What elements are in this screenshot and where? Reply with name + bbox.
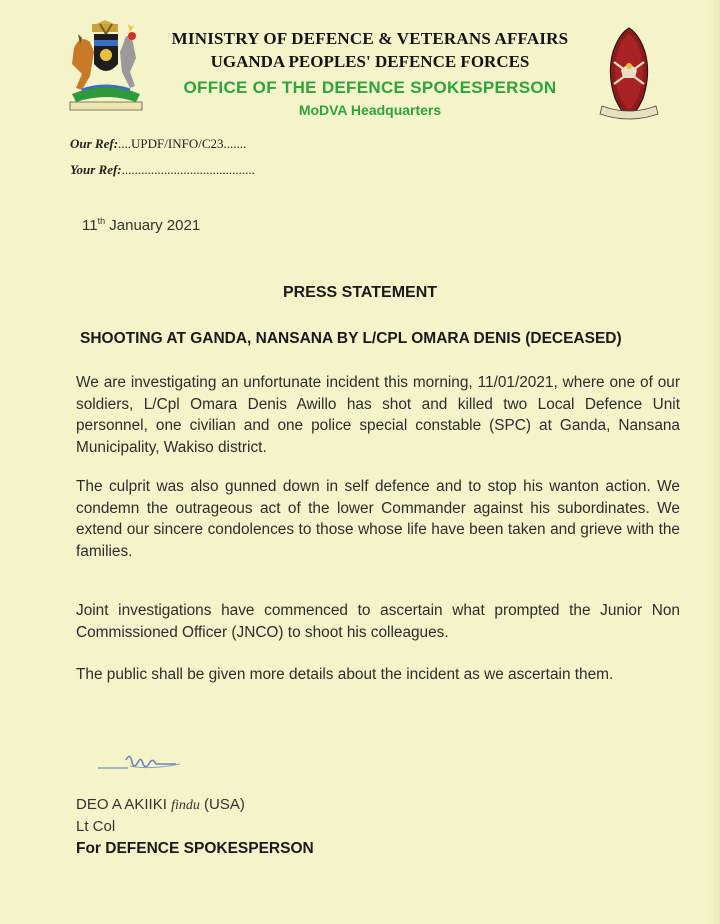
date-suffix: th <box>97 216 106 226</box>
ministry-heading: MINISTRY OF DEFENCE & VETERANS AFFAIRS <box>171 29 569 48</box>
headquarters-heading: MoDVA Headquarters <box>298 102 442 118</box>
document-title: PRESS STATEMENT <box>282 284 438 301</box>
paragraph: The public shall be given more details about the incident as we ascertain them. <box>76 666 614 683</box>
force-heading: UGANDA PEOPLES' DEFENCE FORCES <box>210 52 530 71</box>
statement-date <box>82 216 200 234</box>
paragraph: The culprit was also gunned down in self defence and to stop his wanton action. We condemn the outrageous act of the lower Commander against his subordinates. We extend our sincere condolences to those whose life have been taken and grieve with the families. <box>76 478 680 560</box>
coat-of-arms-icon <box>62 20 150 112</box>
our-ref-line <box>70 136 246 152</box>
signatory-rank: Lt Col <box>76 818 116 835</box>
your-ref-value: ......................................... <box>121 162 255 177</box>
signatory-name-text: DEO A AKIIKI <box>76 796 167 813</box>
office-heading: OFFICE OF THE DEFENCE SPOKESPERSON <box>183 78 557 97</box>
updf-shield-icon <box>594 26 664 124</box>
signatory-name-suffix: findu <box>171 798 200 813</box>
signatory-name <box>76 796 245 814</box>
your-ref-label: Your Ref: <box>70 162 122 177</box>
paragraph: We are investigating an unfortunate incident this morning, 11/01/2021, where one of our soldiers, L/Cpl Omara Denis Awillo has shot and killed two Local Defence Unit personnel, one civilian and one police special constable (SPC) at Ganda, Nansana Municipality, Wakiso district. <box>76 374 680 456</box>
date-day: 11 <box>82 217 98 234</box>
signatory-for-line: For DEFENCE SPOKESPERSON <box>76 840 314 857</box>
paragraph: Joint investigations have commenced to ascertain what prompted the Junior Non Commissioned Officer (JNCO) to shoot his colleagues. <box>76 602 680 641</box>
your-ref-line <box>70 162 255 178</box>
our-ref-value: ....UPDF/INFO/C23....... <box>118 136 247 151</box>
our-ref-label: Our Ref: <box>70 136 119 151</box>
date-rest: January 2021 <box>105 217 201 234</box>
signature-icon <box>96 748 196 778</box>
page-edge <box>710 0 720 924</box>
document-subtitle: SHOOTING AT GANDA, NANSANA BY L/CPL OMARA DENIS (DECEASED) <box>80 330 622 347</box>
signatory-name-tail: (USA) <box>199 796 245 813</box>
